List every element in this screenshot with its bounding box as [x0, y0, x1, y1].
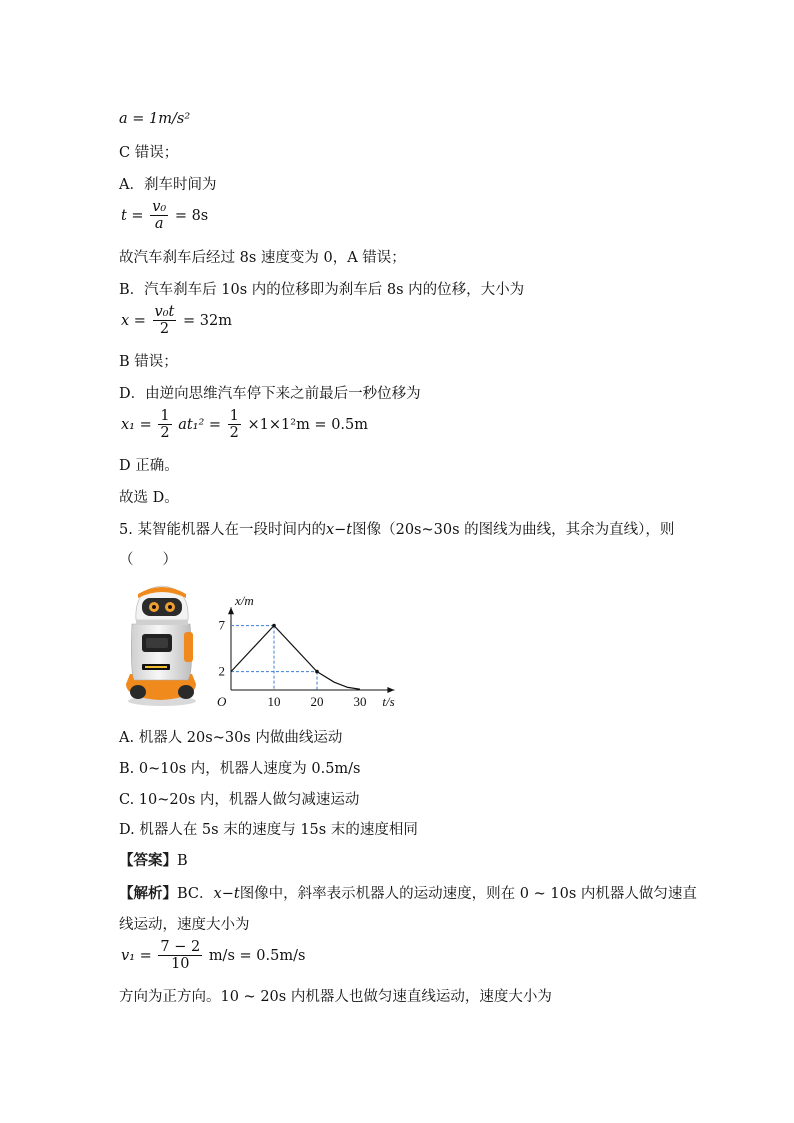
eq-t-lhs: t = — [121, 208, 144, 224]
line-d-header: D．由逆向思维汽车停下来之前最后一秒位移为 — [119, 386, 421, 402]
robot-side-panel — [184, 632, 193, 662]
eq-x1-mid: at₁² = — [178, 417, 222, 433]
exp-text: 图像中，斜率表示机器人的运动速度，则在 0 ~ 10s 内机器人做匀速直 — [239, 886, 697, 902]
equation-last-second — [121, 409, 368, 441]
option-a: A. 机器人 20s~30s 内做曲线运动 — [119, 730, 343, 746]
answer-value: B — [177, 853, 188, 869]
eq-x1-fraction-2 — [228, 409, 241, 441]
answer-label: 【答案】 — [119, 852, 177, 869]
robot-neck — [136, 620, 188, 625]
eq-t-rhs: = 8s — [174, 208, 209, 224]
data-point-0 — [272, 624, 276, 628]
data-point-1 — [315, 670, 319, 674]
accel-result — [119, 110, 190, 128]
x-tick-0: 10 — [267, 694, 281, 709]
segment-1 — [274, 626, 317, 672]
eq-t-fraction — [150, 200, 168, 232]
explanation-label: 【解析】 — [119, 885, 177, 902]
robot-pupil-left — [152, 605, 156, 609]
x-tick-2: 30 — [353, 694, 367, 709]
eq-x-den: 2 — [153, 320, 177, 337]
option-c: C. 10~20s 内，机器人做匀减速运动 — [119, 792, 360, 808]
robot-visor — [142, 598, 182, 616]
equation-brake-time — [121, 200, 208, 232]
eq-v1-den: 10 — [158, 955, 202, 972]
eq-x1-d1: 2 — [160, 425, 170, 441]
robot-wheel-left — [130, 685, 146, 699]
answer-line — [119, 852, 188, 870]
q5-text: 5. 某智能机器人在一段时间内的 — [119, 522, 326, 538]
option-b: B. 0~10s 内，机器人速度为 0.5m/s — [119, 761, 361, 777]
q5-xt: x−t — [325, 522, 353, 538]
eq-x1-n1: 1 — [160, 408, 170, 424]
robot-wheel-right — [178, 685, 194, 699]
eq-v1-rhs: m/s = 0.5m/s — [208, 948, 306, 964]
equation-speed — [121, 940, 305, 972]
eq-t-num: v₀ — [152, 199, 167, 215]
eq-x1-lhs: x₁ = — [121, 417, 152, 433]
y-axis-arrow — [228, 607, 234, 614]
eq-x1-d2: 2 — [229, 425, 239, 441]
exp-bc: BC． — [177, 886, 214, 902]
eq-x1-rhs: ×1×1²m = 0.5m — [247, 417, 369, 433]
line-b-header: B．汽车刹车后 10s 内的位移即为刹车后 8s 内的位移，大小为 — [119, 282, 525, 298]
x-axis-arrow — [387, 687, 394, 693]
q5-tail: 图像（20s~30s 的图线为曲线，其余为直线），则 — [352, 522, 675, 538]
xt-chart — [212, 588, 395, 712]
curve-segment — [317, 672, 360, 690]
eq-x1-fraction-1 — [158, 409, 171, 441]
line-b-wrong: B 错误； — [119, 354, 178, 370]
eq-v1-fraction — [158, 940, 202, 972]
accel-line: a = 1m/s² — [119, 111, 191, 127]
y-axis-label: x/m — [235, 593, 254, 608]
y-tick-1: 7 — [218, 617, 225, 633]
eq-v1-num: 7 − 2 — [160, 939, 201, 955]
line-a-header: A．刹车时间为 — [119, 177, 217, 193]
robot-illustration — [120, 580, 200, 708]
x-axis-label: t/s — [382, 694, 395, 709]
eq-x-rhs: = 32m — [183, 313, 232, 329]
eq-x-num: v₀t — [154, 304, 175, 320]
eq-v1-lhs: v₁ = — [121, 948, 152, 964]
explanation-line-1 — [119, 885, 697, 903]
explanation-line-4: 方向为正方向。10 ~ 20s 内机器人也做匀速直线运动，速度大小为 — [119, 989, 552, 1005]
line-c-wrong: C 错误； — [119, 145, 179, 161]
robot-screen-light — [146, 638, 168, 648]
y-tick-0: 2 — [218, 663, 225, 679]
exp-xt: x−t — [213, 886, 240, 902]
x-tick-1: 20 — [310, 694, 324, 709]
eq-x1-n2: 1 — [229, 408, 239, 424]
robot-pupil-right — [168, 605, 172, 609]
line-a-wrong: 故汽车刹车后经过 8s 速度变为 0，A 错误； — [119, 250, 406, 266]
line-d-correct: D 正确。 — [119, 458, 179, 474]
eq-t-den: a — [150, 215, 168, 232]
origin-label: O — [217, 694, 227, 709]
line-choose-d: 故选 D。 — [119, 490, 179, 506]
question-5-blank: （ ） — [119, 552, 177, 568]
eq-x-lhs: x = — [121, 313, 146, 329]
eq-x-fraction — [153, 305, 177, 337]
question-5-stem — [119, 521, 674, 539]
segment-0 — [231, 626, 274, 672]
equation-displacement — [121, 305, 232, 337]
option-d: D. 机器人在 5s 末的速度与 15s 末的速度相同 — [119, 822, 418, 838]
robot-name-plate-text — [145, 666, 167, 668]
explanation-line-2: 线运动，速度大小为 — [119, 917, 250, 933]
